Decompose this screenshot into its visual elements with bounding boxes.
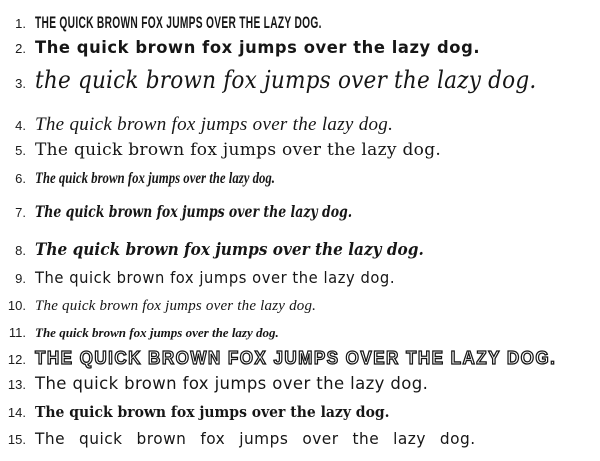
font-sample-text: The quick brown fox jumps over the lazy dog. <box>35 38 481 58</box>
row-number: 2. <box>15 41 26 56</box>
font-sample-text: The quick brown fox jumps over the lazy dog. <box>35 429 476 448</box>
row-number: 6. <box>15 171 26 186</box>
row-number: 9. <box>15 271 26 286</box>
font-sample-row-3 <box>6 68 600 93</box>
row-number: 12. <box>7 352 26 367</box>
font-sample-row-11 <box>6 325 600 340</box>
row-number: 8. <box>15 243 26 258</box>
font-sample-text: The quick brown fox jumps over the lazy dog. <box>35 240 424 260</box>
font-sample-text: The quick brown fox jumps over the lazy dog. <box>35 114 394 135</box>
font-sample-row-12 <box>6 349 600 368</box>
font-sample-row-7 <box>6 204 600 221</box>
font-sample-row-1 <box>6 14 600 32</box>
font-sample-row-2 <box>6 40 600 58</box>
font-sample-row-10 <box>6 298 600 315</box>
row-number: 11. <box>8 325 26 340</box>
row-number: 1. <box>15 16 26 31</box>
row-number: 14. <box>7 405 26 420</box>
font-sample-row-4 <box>6 115 600 135</box>
row-number: 13. <box>7 377 26 392</box>
font-sample-text: the quick brown fox jumps over the lazy dog. <box>35 66 537 94</box>
font-sample-text: The quick brown fox jumps over the lazy dog. <box>35 374 429 394</box>
font-sample-row-14 <box>6 405 600 421</box>
font-sample-text: THE QUICK BROWN FOX JUMPS OVER THE LAZY DOG. <box>35 348 557 368</box>
font-sample-text: The quick brown fox jumps over the lazy dog. <box>35 268 396 287</box>
row-number: 10. <box>7 298 26 313</box>
font-sample-row-9 <box>6 270 600 287</box>
row-number: 15. <box>7 432 26 447</box>
row-number: 5. <box>15 143 26 158</box>
font-sample-text: The quick brown fox jumps over the lazy dog. <box>35 202 353 221</box>
font-sample-text: The quick brown fox jumps over the lazy dog. <box>35 170 276 187</box>
font-sample-row-15 <box>6 431 600 448</box>
font-sample-row-8 <box>6 242 600 260</box>
font-sample-row-5 <box>6 142 600 160</box>
row-number: 3. <box>15 76 26 91</box>
font-sample-text: The quick brown fox jumps over the lazy dog. <box>35 325 279 340</box>
font-sample-text: THE QUICK BROWN FOX JUMPS OVER THE LAZY DOG. <box>35 13 322 32</box>
row-number: 4. <box>15 118 26 133</box>
font-sample-text: The quick brown fox jumps over the lazy dog. <box>35 298 317 314</box>
font-sample-text: The quick brown fox jumps over the lazy dog. <box>35 403 390 421</box>
row-number: 7. <box>15 205 26 220</box>
font-sample-row-6 <box>6 171 600 188</box>
font-sample-row-13 <box>6 376 600 394</box>
font-sample-text: The quick brown fox jumps over the lazy dog. <box>35 140 442 160</box>
